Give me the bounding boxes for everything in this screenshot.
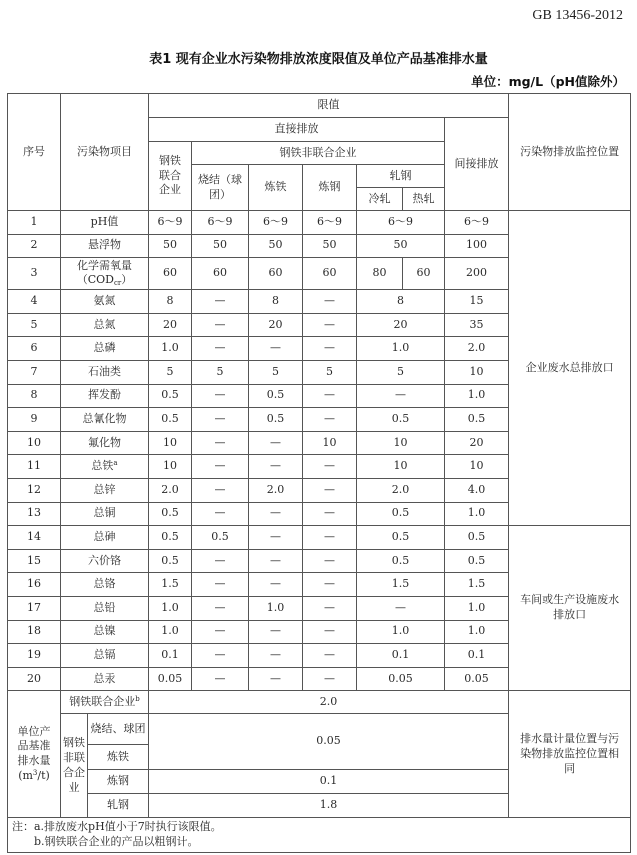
pollutant-name: [61, 337, 149, 361]
monitor-workshop-outlet: 车间或生产设施废水排放口: [509, 526, 631, 691]
value-rolling: 0.05: [357, 667, 445, 691]
header-indirect: 间接排放: [445, 118, 509, 211]
pollutant-label: 总铬: [93, 577, 116, 591]
value-steel: —: [303, 502, 357, 526]
value-integrated: 8: [149, 290, 192, 314]
row-number: 19: [8, 644, 61, 668]
cod-label: （COD: [76, 273, 114, 287]
value-rolling: 0.5: [357, 502, 445, 526]
value-integrated: 0.5: [149, 502, 192, 526]
value-iron: 0.5: [249, 384, 303, 408]
value-steel: —: [303, 290, 357, 314]
pollutant-name: [61, 478, 149, 502]
value-sinter: —: [192, 313, 249, 337]
value-steel: —: [303, 337, 357, 361]
pollutant-label: 总镍: [93, 624, 116, 638]
pollutant-label: 总氮: [93, 317, 116, 331]
value-integrated: 6～9: [149, 211, 192, 235]
value-iron: —: [249, 337, 303, 361]
pollutant-name: [61, 596, 149, 620]
value-rolling: 0.5: [357, 526, 445, 550]
value-indirect: 20: [445, 431, 509, 455]
value-integrated: 1.0: [149, 337, 192, 361]
row-number: 2: [8, 234, 61, 258]
value-integrated: 10: [149, 431, 192, 455]
value-steel: —: [303, 620, 357, 644]
drainage-non-integrated-label: [61, 714, 88, 818]
pollutant-label: 挥发酚: [88, 388, 121, 402]
footnote-marker: a: [113, 459, 118, 468]
note-b: b.钢铁联合企业的产品以粗钢计。: [34, 835, 199, 849]
pollutant-name: [61, 408, 149, 432]
row-number: 16: [8, 573, 61, 597]
pollutant-name: [61, 234, 149, 258]
value-sinter: —: [192, 502, 249, 526]
drainage-unit: (m: [18, 769, 33, 783]
value-indirect: 6～9: [445, 211, 509, 235]
pollutant-label: 总砷: [93, 530, 116, 543]
value-rolling: 8: [357, 290, 445, 314]
pollutant-name: [61, 620, 149, 644]
value-rolling: —: [357, 596, 445, 620]
drainage-label: [8, 691, 61, 818]
value-iron: —: [249, 667, 303, 691]
drainage-unit-end: /t): [37, 769, 50, 783]
value-indirect: 4.0: [445, 478, 509, 502]
pollutant-name: [61, 258, 149, 290]
pollutant-name: [61, 502, 149, 526]
value-integrated: 0.5: [149, 408, 192, 432]
row-number: 20: [8, 667, 61, 691]
table-row: [8, 526, 631, 550]
value-iron: —: [249, 526, 303, 550]
drainage-integrated-value: 2.0: [149, 691, 509, 714]
value-sinter: 50: [192, 234, 249, 258]
value-indirect: 100: [445, 234, 509, 258]
drainage-rolling-label: 轧钢: [88, 794, 149, 818]
emission-limits-table: [7, 93, 631, 853]
value-indirect: 1.5: [445, 573, 509, 597]
value-iron: —: [249, 573, 303, 597]
value-steel: —: [303, 526, 357, 550]
value-iron: 2.0: [249, 478, 303, 502]
value-sinter: 5: [192, 360, 249, 384]
pollutant-label: 总锌: [93, 482, 116, 496]
value-hot-rolling: 60: [403, 258, 445, 290]
table-notes: [8, 818, 631, 853]
pollutant-name: [61, 573, 149, 597]
pollutant-label: 悬浮物: [88, 238, 121, 252]
value-indirect: 1.0: [445, 502, 509, 526]
row-number: 8: [8, 384, 61, 408]
header-ironmaking: 炼铁: [249, 165, 303, 211]
value-indirect: 15: [445, 290, 509, 314]
row-number: 7: [8, 360, 61, 384]
pollutant-label: 化学需氧量: [77, 258, 132, 272]
row-number: 10: [8, 431, 61, 455]
value-indirect: 0.1: [445, 644, 509, 668]
value-rolling: 10: [357, 455, 445, 479]
pollutant-name: [61, 549, 149, 573]
header-limit: 限值: [149, 94, 509, 118]
table-title: 表1 现有企业水污染物排放浓度限值及单位产品基准排水量: [149, 52, 488, 67]
cod-subscript: cr: [113, 279, 122, 288]
value-steel: —: [303, 549, 357, 573]
pollutant-name: [61, 290, 149, 314]
value-iron: —: [249, 549, 303, 573]
value-indirect: 200: [445, 258, 509, 290]
value-cold-rolling: 80: [357, 258, 403, 290]
value-iron: 20: [249, 313, 303, 337]
value-sinter: —: [192, 644, 249, 668]
value-rolling: 1.0: [357, 620, 445, 644]
footnote-marker: b: [135, 694, 140, 703]
header-hot-rolling: 热轧: [403, 188, 445, 211]
pollutant-name: [61, 211, 149, 235]
value-steel: 60: [303, 258, 357, 290]
notes-row: [8, 818, 631, 853]
value-integrated: 60: [149, 258, 192, 290]
value-sinter: —: [192, 549, 249, 573]
pollutant-label: 总镉: [93, 647, 116, 661]
pollutant-label: 总汞: [93, 671, 116, 685]
drainage-sinter-label: 烧结、球团: [88, 714, 149, 745]
value-sinter: —: [192, 384, 249, 408]
value-steel: —: [303, 596, 357, 620]
value-steel: —: [303, 455, 357, 479]
drainage-rolling-value: 1.8: [149, 794, 509, 818]
value-sinter: —: [192, 620, 249, 644]
row-number: 6: [8, 337, 61, 361]
header-seq: 序号: [8, 94, 61, 211]
pollutant-label: 氨氮: [93, 294, 116, 308]
drainage-row-integrated: [8, 691, 631, 714]
row-number: 1: [8, 211, 61, 235]
value-indirect: 0.05: [445, 667, 509, 691]
drainage-iron-label: 炼铁: [88, 745, 149, 770]
pollutant-name: [61, 384, 149, 408]
header-item: 污染物项目: [61, 94, 149, 211]
value-sinter: —: [192, 431, 249, 455]
value-indirect: 0.5: [445, 526, 509, 550]
value-steel: 6～9: [303, 211, 357, 235]
value-indirect: 1.0: [445, 384, 509, 408]
value-integrated: 0.05: [149, 667, 192, 691]
drainage-steel-value: 0.1: [149, 770, 509, 794]
value-integrated: 5: [149, 360, 192, 384]
value-steel: —: [303, 478, 357, 502]
pollutant-name: [61, 667, 149, 691]
pollutant-label: 总铅: [93, 600, 116, 614]
integrated-label-text: 钢铁联合企业: [69, 694, 136, 708]
pollutant-label: 总磷: [93, 341, 116, 355]
value-integrated: 1.0: [149, 620, 192, 644]
cod-label-close: ）: [121, 273, 133, 287]
value-steel: 50: [303, 234, 357, 258]
pollutant-label: 总铁: [91, 459, 114, 473]
value-rolling: 20: [357, 313, 445, 337]
row-number: 4: [8, 290, 61, 314]
drainage-label-text: 单位产品基准排水量: [17, 724, 51, 768]
value-iron: 6～9: [249, 211, 303, 235]
table-row: [8, 211, 631, 235]
value-steel: —: [303, 644, 357, 668]
monitor-drainage: 排水量计量位置与污染物排放监控位置相同: [509, 691, 631, 818]
header-integrated: 钢铁联合企业: [149, 142, 192, 211]
value-iron: —: [249, 455, 303, 479]
value-rolling: 5: [357, 360, 445, 384]
value-integrated: 20: [149, 313, 192, 337]
value-iron: —: [249, 502, 303, 526]
header-sinter: 烧结（球团）: [192, 165, 249, 211]
value-iron: 8: [249, 290, 303, 314]
value-steel: 5: [303, 360, 357, 384]
non-integrated-text: 钢铁非联合企业: [63, 736, 85, 794]
value-indirect: 35: [445, 313, 509, 337]
value-rolling: —: [357, 384, 445, 408]
pollutant-label: 氟化物: [88, 435, 121, 449]
value-steel: 10: [303, 431, 357, 455]
drainage-steel-label: 炼钢: [88, 770, 149, 794]
row-number: 13: [8, 502, 61, 526]
value-integrated: 0.5: [149, 549, 192, 573]
value-integrated: 0.1: [149, 644, 192, 668]
value-indirect: 1.0: [445, 596, 509, 620]
value-iron: 60: [249, 258, 303, 290]
value-rolling: 0.5: [357, 408, 445, 432]
value-rolling: 0.1: [357, 644, 445, 668]
value-sinter: —: [192, 337, 249, 361]
header-direct: 直接排放: [149, 118, 445, 142]
value-integrated: 2.0: [149, 478, 192, 502]
value-indirect: 0.5: [445, 408, 509, 432]
value-integrated: 50: [149, 234, 192, 258]
row-number: 18: [8, 620, 61, 644]
value-sinter: —: [192, 667, 249, 691]
value-sinter: —: [192, 478, 249, 502]
value-integrated: 10: [149, 455, 192, 479]
drainage-unit-sup: 3: [32, 769, 38, 778]
pollutant-label: 石油类: [88, 364, 121, 378]
pollutant-name: [61, 526, 149, 550]
value-sinter: —: [192, 573, 249, 597]
pollutant-name: [61, 360, 149, 384]
value-iron: 50: [249, 234, 303, 258]
value-rolling: 0.5: [357, 549, 445, 573]
pollutant-label: pH值: [90, 214, 119, 228]
pollutant-label: 六价铬: [88, 553, 121, 567]
value-rolling: 6～9: [357, 211, 445, 235]
standard-code: GB 13456-2012: [532, 8, 623, 23]
header-steelmaking: 炼钢: [303, 165, 357, 211]
header-cold-rolling: 冷轧: [357, 188, 403, 211]
drainage-integrated-label: [61, 691, 149, 714]
pollutant-name: [61, 431, 149, 455]
value-integrated: 0.5: [149, 526, 192, 550]
pollutant-label: 总氰化物: [82, 412, 127, 426]
row-number: 14: [8, 526, 61, 550]
note-a: 注：a.排放废水pH值小于7时执行该限值。: [12, 820, 222, 834]
value-indirect: 10: [445, 455, 509, 479]
row-number: 17: [8, 596, 61, 620]
value-integrated: 0.5: [149, 384, 192, 408]
value-integrated: 1.0: [149, 596, 192, 620]
value-sinter: 0.5: [192, 526, 249, 550]
header-monitor: 污染物排放监控位置: [509, 94, 631, 211]
value-steel: —: [303, 384, 357, 408]
value-sinter: —: [192, 596, 249, 620]
value-sinter: 60: [192, 258, 249, 290]
row-number: 12: [8, 478, 61, 502]
value-steel: —: [303, 313, 357, 337]
row-number: 11: [8, 455, 61, 479]
value-iron: 0.5: [249, 408, 303, 432]
header-non-integrated: 钢铁非联合企业: [192, 142, 445, 165]
header-rolling: 轧钢: [357, 165, 445, 188]
value-iron: —: [249, 644, 303, 668]
pollutant-name: [61, 313, 149, 337]
row-number: 15: [8, 549, 61, 573]
value-sinter: 6～9: [192, 211, 249, 235]
row-number: 3: [8, 258, 61, 290]
value-rolling: 1.5: [357, 573, 445, 597]
value-iron: 5: [249, 360, 303, 384]
value-integrated: 1.5: [149, 573, 192, 597]
value-indirect: 1.0: [445, 620, 509, 644]
value-steel: —: [303, 667, 357, 691]
pollutant-name: [61, 455, 149, 479]
row-number: 9: [8, 408, 61, 432]
value-indirect: 2.0: [445, 337, 509, 361]
value-rolling: 10: [357, 431, 445, 455]
value-iron: —: [249, 620, 303, 644]
pollutant-name: [61, 644, 149, 668]
value-steel: —: [303, 573, 357, 597]
value-iron: 1.0: [249, 596, 303, 620]
monitor-total-outlet: 企业废水总排放口: [509, 211, 631, 526]
value-indirect: 10: [445, 360, 509, 384]
unit-label: 单位：mg/L（pH值除外）: [471, 74, 625, 89]
value-iron: —: [249, 431, 303, 455]
pollutant-label: 总铜: [93, 506, 116, 520]
value-rolling: 2.0: [357, 478, 445, 502]
value-indirect: 0.5: [445, 549, 509, 573]
row-number: 5: [8, 313, 61, 337]
value-steel: —: [303, 408, 357, 432]
value-rolling: 1.0: [357, 337, 445, 361]
drainage-sinter-iron-value: 0.05: [149, 714, 509, 770]
value-sinter: —: [192, 455, 249, 479]
value-sinter: —: [192, 408, 249, 432]
value-rolling: 50: [357, 234, 445, 258]
value-sinter: —: [192, 290, 249, 314]
